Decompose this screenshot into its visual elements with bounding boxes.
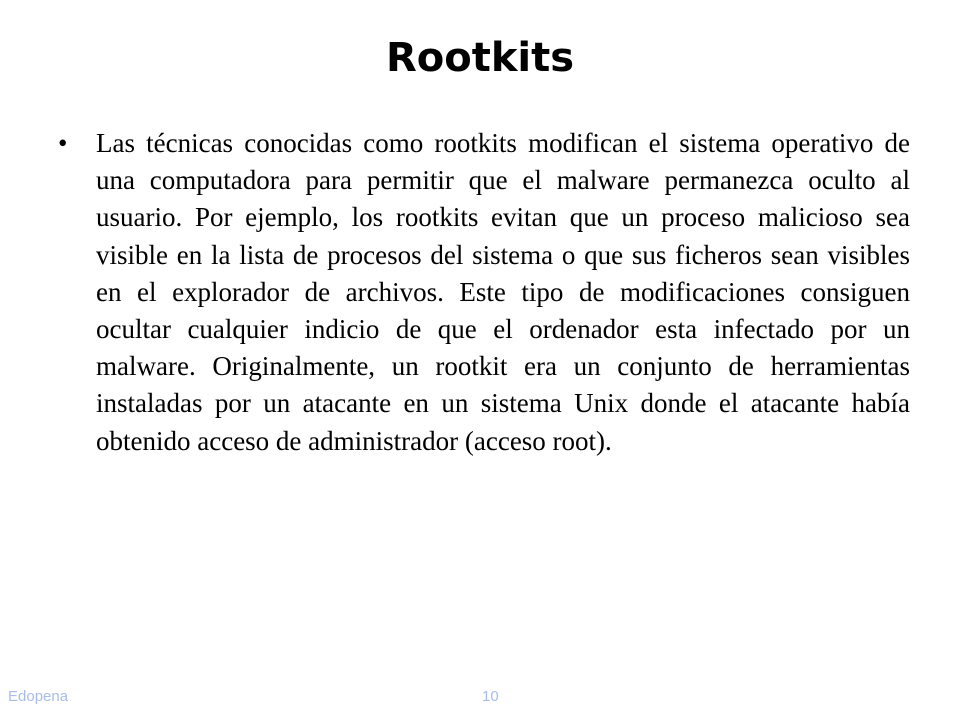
bullet-item	[50, 125, 910, 460]
bullet-text: Las técnicas conocidas como rootkits modifican el sistema operativo de una computadora para permitir que el malware permanezca oculto al usuario. Por ejemplo, los rootkits evitan que un proceso malicioso sea visible en la lista de procesos del sistema o que sus ficheros sean visibles en el explorador de archivos. Este tipo de modificaciones consiguen ocultar cualquier indicio de que el ordenador esta infectado por un malware. Originalmente, un rootkit era un conjunto de herramientas instaladas por un atacante en un sistema Unix donde el atacante había obtenido acceso de administrador (acceso root).	[96, 128, 910, 456]
footer-page-number: 10	[482, 688, 499, 705]
bullet-marker: •	[58, 128, 68, 158]
footer-author: Edopena	[8, 688, 69, 705]
slide-title: Rootkits	[385, 35, 575, 81]
slide-content	[50, 125, 910, 460]
